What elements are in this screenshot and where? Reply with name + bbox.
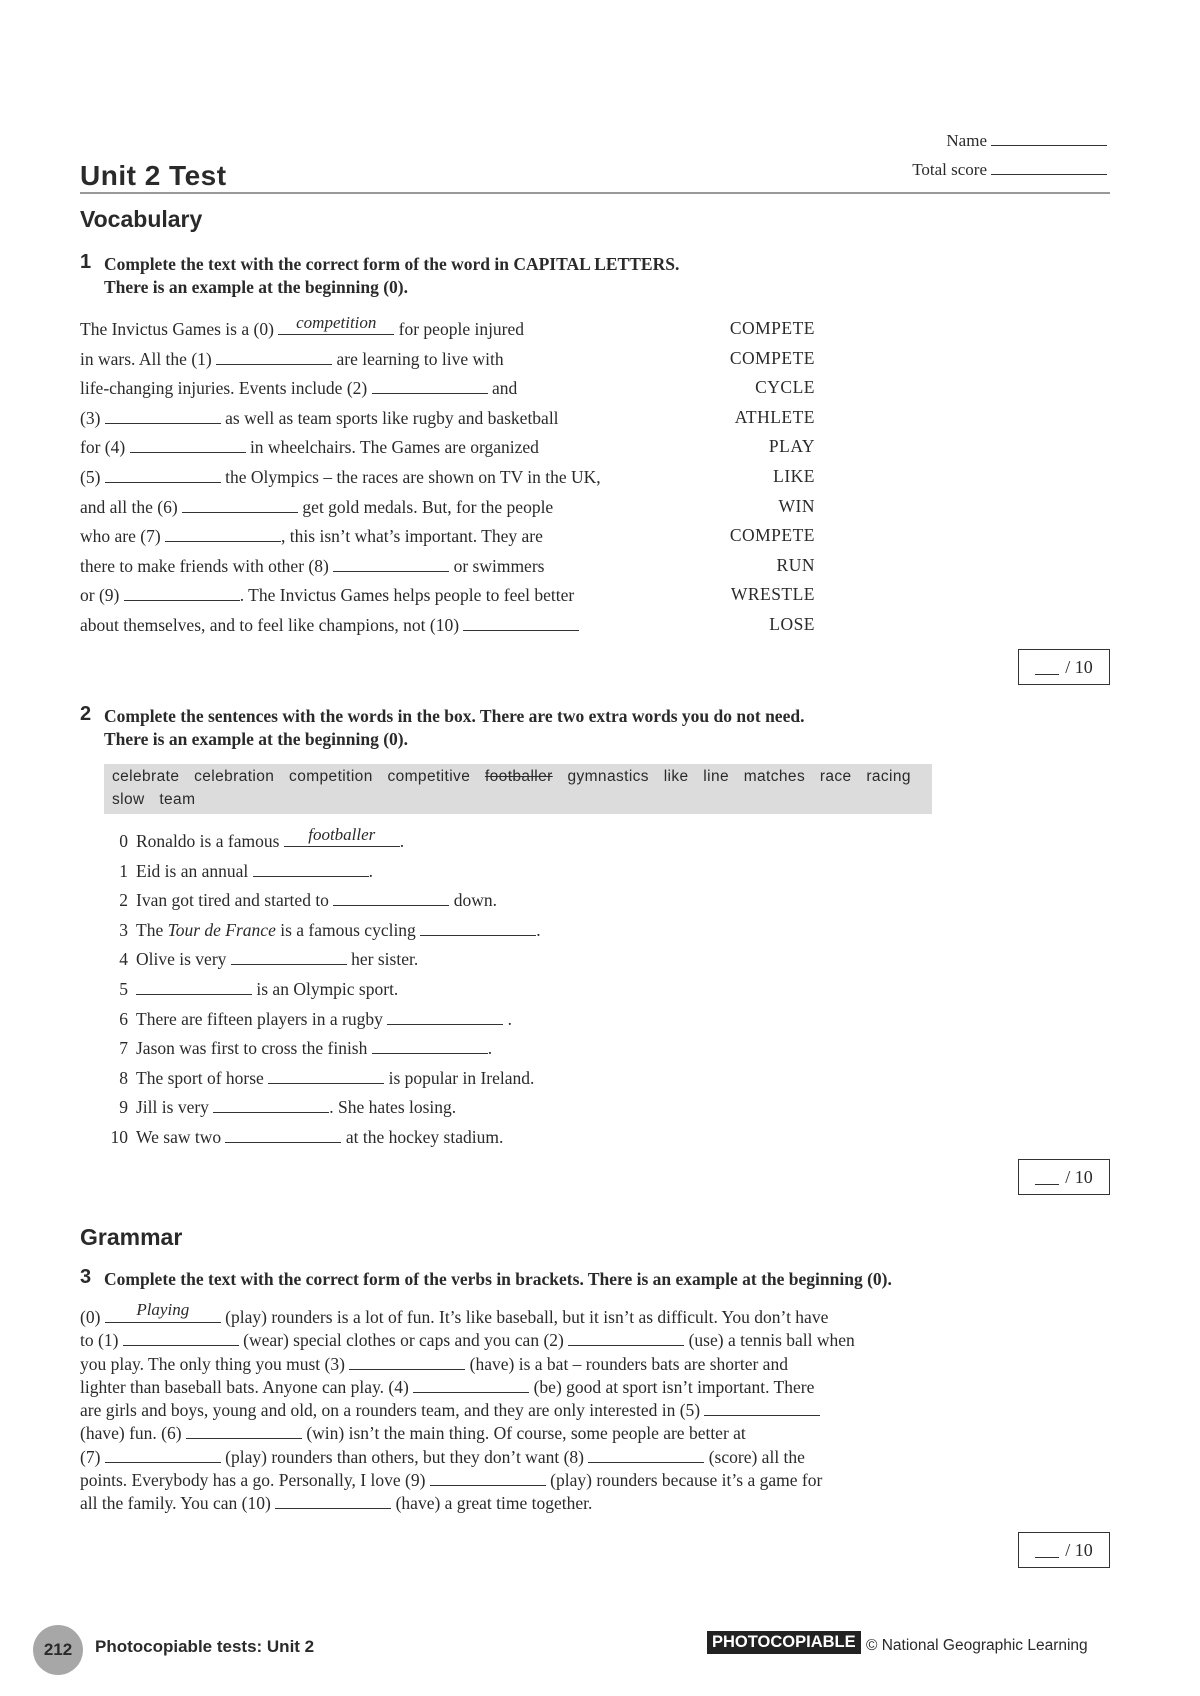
answer-blank[interactable] xyxy=(333,889,449,906)
exercise-1-instruction: Complete the text with the correct form of the word in CAPITAL LETTERS. There is an example at the beginning (0). xyxy=(104,254,680,297)
exercise-3-instruction: Complete the text with the correct form of the verbs in brackets. There is an example at the beginning (0). xyxy=(104,1269,892,1289)
name-line[interactable] xyxy=(991,131,1107,146)
text-segment: and xyxy=(487,378,518,399)
sentence xyxy=(100,1008,512,1030)
box-word: celebration xyxy=(194,768,275,785)
text-segment: (have) fun. (6) xyxy=(80,1423,186,1444)
exercise-2-score-box: / 10 xyxy=(1018,1159,1110,1195)
capital-word: LIKE xyxy=(773,466,815,486)
answer-blank[interactable] xyxy=(123,1329,239,1346)
item-number: (0) xyxy=(253,319,279,339)
answer-blank[interactable] xyxy=(275,1492,391,1509)
text-line xyxy=(80,614,579,636)
item-number: (10) xyxy=(429,615,464,635)
item-number: (5) xyxy=(80,467,105,487)
text-segment: . xyxy=(536,919,541,940)
capital-word: PLAY xyxy=(768,436,815,457)
text-segment: (play) rounders because it’s a game for xyxy=(545,1470,823,1491)
answer-blank[interactable] xyxy=(333,555,449,572)
text-segment: (score) all the xyxy=(704,1446,805,1467)
grammar-heading: Grammar xyxy=(80,1224,183,1250)
answer-blank[interactable] xyxy=(105,407,221,424)
text-segment: (have) is a bat – rounders bats are shorter and xyxy=(465,1353,788,1374)
footer-label: Photocopiable tests: Unit 2 xyxy=(95,1637,315,1656)
text-line xyxy=(80,436,539,458)
text-line xyxy=(80,377,517,399)
text-segment: The sport of horse xyxy=(136,1067,269,1088)
text-segment: about themselves, and to feel like champions, not xyxy=(80,615,430,635)
text-segment: The Invictus Games is a xyxy=(80,319,254,339)
sentence xyxy=(100,948,418,970)
answer-blank[interactable] xyxy=(349,1353,465,1370)
text-segment: , this isn’t what’s important. They are xyxy=(281,526,543,547)
vocabulary-heading: Vocabulary xyxy=(80,206,203,232)
text-line xyxy=(80,525,543,547)
italic-title: Tour de France xyxy=(167,919,276,940)
answer-blank[interactable] xyxy=(284,825,400,847)
text-segment: at the hockey stadium. xyxy=(341,1127,504,1147)
text-segment: (win) isn’t the main thing. Of course, some people are better at xyxy=(301,1423,746,1444)
text-segment: and all the xyxy=(80,496,158,517)
text-segment: you play. The only thing you must (3) xyxy=(80,1353,350,1374)
answer-blank[interactable] xyxy=(430,1469,546,1486)
answer-blank[interactable] xyxy=(387,1008,503,1025)
answer-blank[interactable] xyxy=(136,978,252,995)
name-field[interactable]: Name xyxy=(912,126,1107,155)
text-segment: or xyxy=(80,585,99,606)
text-segment: down. xyxy=(449,890,497,911)
answer-blank[interactable] xyxy=(225,1126,341,1143)
text-line xyxy=(80,1469,980,1492)
text-line xyxy=(80,466,601,488)
answer-blank[interactable] xyxy=(278,313,394,335)
total-score-field[interactable]: Total score xyxy=(912,155,1107,184)
item-number: (3) xyxy=(80,407,105,428)
text-segment: . xyxy=(503,1008,512,1029)
answer-blank[interactable] xyxy=(231,948,347,965)
score-line[interactable] xyxy=(1035,660,1059,675)
item-number: (2) xyxy=(346,378,372,399)
box-word: line xyxy=(703,768,729,785)
text-segment: (have) a great time together. xyxy=(391,1493,593,1514)
text-segment: The xyxy=(136,919,168,940)
text-segment: (play) rounders is a lot of fun. It’s like baseball, but it isn’t as difficult. You don’t have xyxy=(220,1307,829,1327)
text-segment: for people injured xyxy=(394,319,525,339)
answer-blank[interactable] xyxy=(182,496,298,513)
text-segment: (7) xyxy=(80,1446,105,1467)
text-line xyxy=(80,1329,980,1352)
box-word: slow xyxy=(112,791,145,808)
exercise-3-text xyxy=(80,1299,980,1516)
text-segment: . xyxy=(399,831,405,851)
text-line xyxy=(80,348,504,370)
capital-word: RUN xyxy=(776,554,815,575)
box-word: racing xyxy=(866,768,911,785)
text-segment: the Olympics – the races are shown on TV in the UK, xyxy=(220,467,601,487)
page-number: 212 xyxy=(33,1625,83,1675)
text-segment: lighter than baseball bats. Anyone can play. (4) xyxy=(80,1376,414,1397)
answer-blank[interactable] xyxy=(463,614,579,631)
photocopiable-badge: PHOTOCOPIABLE xyxy=(707,1631,861,1654)
sentence xyxy=(100,860,373,882)
capital-word: COMPETE xyxy=(729,525,815,546)
text-segment: for xyxy=(80,437,105,458)
answer-blank[interactable] xyxy=(216,348,332,365)
example-answer: competition xyxy=(296,313,377,332)
exercise-3-score-box: / 10 xyxy=(1018,1532,1110,1568)
answer-blank[interactable] xyxy=(130,436,246,453)
item-number: (9) xyxy=(98,585,124,606)
box-word: team xyxy=(159,791,196,808)
text-segment: in wars. All the xyxy=(80,348,192,369)
answer-blank[interactable] xyxy=(568,1329,684,1346)
text-segment: (0) xyxy=(80,1307,105,1327)
text-segment: . xyxy=(487,1038,493,1059)
sentence xyxy=(100,889,497,911)
item-number: 7 xyxy=(119,1038,128,1059)
text-segment: Ivan got tired and started to xyxy=(136,890,334,911)
text-segment: (wear) special clothes or caps and you can (2) xyxy=(238,1330,569,1351)
sentence xyxy=(100,825,405,852)
answer-blank[interactable] xyxy=(253,860,369,877)
item-number: 1 xyxy=(119,860,128,881)
text-segment: is a famous cycling xyxy=(275,919,421,940)
item-number: 2 xyxy=(119,890,128,911)
answer-blank[interactable] xyxy=(268,1067,384,1084)
item-number: 6 xyxy=(119,1008,128,1029)
exercise-3-number: 3 xyxy=(80,1266,92,1288)
text-segment: are learning to live with xyxy=(332,348,504,369)
answer-blank[interactable] xyxy=(420,919,536,936)
text-segment: life-changing injuries. Events include xyxy=(80,378,347,399)
word-box xyxy=(104,764,932,814)
text-segment: to (1) xyxy=(80,1330,123,1351)
text-segment: points. Everybody has a go. Personally, I love (9) xyxy=(80,1470,430,1491)
box-word: competition xyxy=(289,768,373,785)
text-line xyxy=(80,407,559,429)
exercise-1-score-box: / 10 xyxy=(1018,649,1110,685)
text-segment: . xyxy=(368,860,374,881)
text-segment: Ronaldo is a famous xyxy=(136,831,284,851)
answer-blank[interactable] xyxy=(413,1376,529,1393)
text-segment: there to make friends with other xyxy=(80,555,309,576)
score-line[interactable] xyxy=(991,160,1107,175)
text-segment: is popular in Ireland. xyxy=(384,1067,535,1088)
answer-blank[interactable] xyxy=(372,377,488,394)
text-segment: (be) good at sport isn’t important. There xyxy=(529,1376,815,1397)
text-line xyxy=(80,1422,980,1445)
sentence xyxy=(100,978,398,1000)
item-number: 3 xyxy=(119,919,128,940)
answer-blank[interactable] xyxy=(186,1422,302,1439)
text-segment: Eid is an annual xyxy=(136,860,253,881)
item-number: (1) xyxy=(191,348,217,369)
box-word: celebrate xyxy=(112,768,180,785)
answer-blank[interactable] xyxy=(105,466,221,483)
text-line xyxy=(80,496,553,518)
capital-word: WRESTLE xyxy=(730,584,815,605)
example-answer: footballer xyxy=(308,825,376,844)
exercise-2-number: 2 xyxy=(80,703,92,725)
sentence xyxy=(100,919,541,941)
text-segment: who are xyxy=(80,526,141,547)
sentence xyxy=(100,1067,534,1089)
capital-word: COMPETE xyxy=(729,347,815,368)
page-title: Unit 2 Test xyxy=(80,160,227,191)
text-segment: or swimmers xyxy=(449,555,545,576)
text-segment: Jason was first to cross the finish xyxy=(136,1038,372,1059)
box-word: competitive xyxy=(387,768,471,785)
answer-blank[interactable] xyxy=(704,1399,820,1416)
capital-word: CYCLE xyxy=(755,377,815,398)
text-segment: get gold medals. But, for the people xyxy=(298,496,554,517)
box-word: gymnastics xyxy=(567,768,649,785)
exercise-1-number: 1 xyxy=(80,251,92,273)
capital-word: ATHLETE xyxy=(734,406,815,427)
text-segment: her sister. xyxy=(346,949,419,970)
answer-blank[interactable] xyxy=(588,1446,704,1463)
sentence xyxy=(100,1126,503,1148)
text-segment: all the family. You can (10) xyxy=(80,1493,276,1514)
capital-word: WIN xyxy=(778,495,815,516)
answer-blank[interactable] xyxy=(105,1446,221,1463)
example-answer: Playing xyxy=(136,1299,190,1319)
text-segment: . The Invictus Games helps people to feel better xyxy=(239,585,575,606)
item-number: 10 xyxy=(110,1127,128,1147)
text-segment: There are fifteen players in a rugby xyxy=(136,1008,388,1029)
text-line xyxy=(80,1353,980,1376)
item-number: (6) xyxy=(157,496,183,517)
text-segment: (use) a tennis ball when xyxy=(684,1330,855,1351)
capital-word: COMPETE xyxy=(729,318,815,338)
answer-blank[interactable] xyxy=(105,1299,221,1323)
text-segment: as well as team sports like rugby and basketball xyxy=(220,407,559,428)
score-line[interactable] xyxy=(1035,1170,1059,1185)
score-line[interactable] xyxy=(1035,1543,1059,1558)
item-number: 9 xyxy=(119,1097,128,1118)
item-number: 5 xyxy=(119,979,128,999)
box-word: race xyxy=(819,768,852,785)
answer-blank[interactable] xyxy=(213,1096,329,1113)
item-number: 8 xyxy=(119,1067,128,1088)
text-segment: are girls and boys, young and old, on a rounders team, and they are only interested in (5) xyxy=(80,1400,705,1421)
text-line xyxy=(80,584,574,606)
title-divider xyxy=(80,192,1110,194)
text-line xyxy=(80,1446,980,1469)
copyright: © National Geographic Learning xyxy=(866,1637,1088,1654)
box-word: like xyxy=(663,768,689,785)
item-number: 0 xyxy=(119,831,128,851)
text-segment: . She hates losing. xyxy=(329,1097,457,1118)
text-segment: We saw two xyxy=(136,1127,226,1147)
exercise-2-instruction: Complete the sentences with the words in the box. There are two extra words you do not need. There is an example at the beginning (0). xyxy=(104,706,805,749)
sentence xyxy=(100,1037,492,1059)
text-line xyxy=(80,555,544,577)
text-segment: Olive is very xyxy=(136,949,231,970)
answer-blank[interactable] xyxy=(372,1037,488,1054)
text-line xyxy=(80,1299,980,1329)
text-line xyxy=(80,1376,980,1399)
capital-word: LOSE xyxy=(769,614,815,634)
student-info xyxy=(912,126,1107,184)
text-segment: Jill is very xyxy=(136,1097,214,1118)
text-segment: is an Olympic sport. xyxy=(252,979,399,999)
item-number: (7) xyxy=(140,526,166,547)
item-number: 4 xyxy=(119,949,128,970)
box-word: footballer xyxy=(484,768,553,785)
sentence xyxy=(100,1096,456,1118)
answer-blank[interactable] xyxy=(124,584,240,601)
box-word: matches xyxy=(743,768,806,785)
text-line xyxy=(80,313,525,340)
text-segment: in wheelchairs. The Games are organized xyxy=(245,437,539,458)
text-line xyxy=(80,1492,980,1515)
text-segment: (play) rounders than others, but they don’t want (8) xyxy=(220,1446,589,1467)
item-number: (8) xyxy=(308,555,334,576)
text-line xyxy=(80,1399,980,1422)
answer-blank[interactable] xyxy=(165,525,281,542)
item-number: (4) xyxy=(104,437,130,458)
